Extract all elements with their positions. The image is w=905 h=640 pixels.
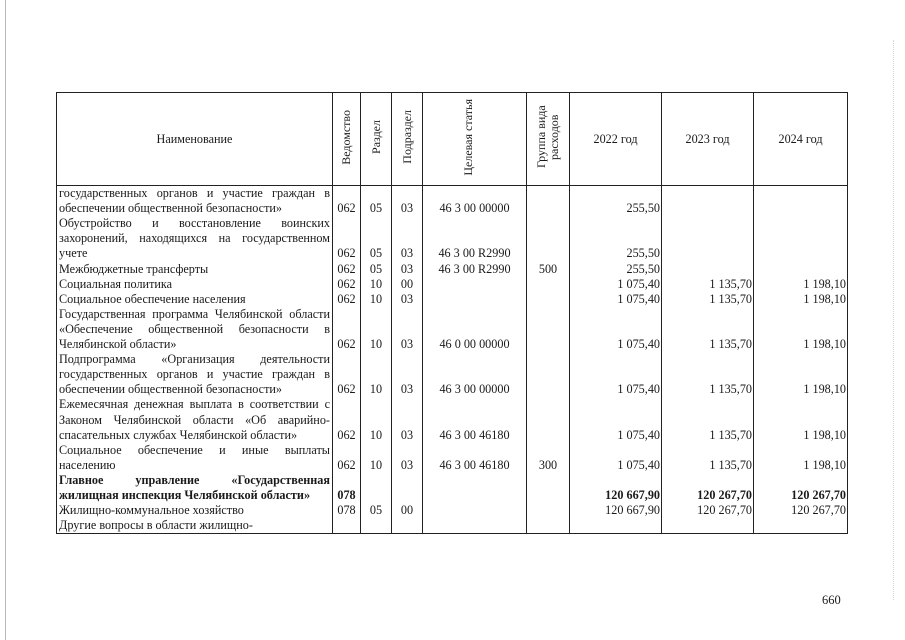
row-value-2023: 120 267,70 [662,503,754,518]
row-subsection: 03 [392,216,423,261]
row-value-2024 [754,186,848,217]
header-section-label: Раздел [368,120,383,154]
row-dept: 062 [333,216,361,261]
table-row [57,186,848,217]
row-section: 05 [361,262,392,277]
row-group: 300 [527,443,570,473]
row-target: 46 3 00 R2990 [423,262,527,277]
table-row [57,443,848,473]
row-name: Другие вопросы в области жилищно- [57,518,333,534]
row-target [423,473,527,503]
table-row [57,503,848,518]
table-body [57,186,848,534]
header-2023: 2023 год [662,93,754,186]
row-subsection: 03 [392,443,423,473]
header-subsection [392,93,423,186]
row-section: 10 [361,307,392,352]
row-value-2024 [754,216,848,261]
row-dept: 078 [333,503,361,518]
row-section: 05 [361,186,392,217]
table-header-row [57,93,848,186]
row-value-2022: 1 075,40 [570,307,662,352]
row-value-2022: 1 075,40 [570,292,662,307]
row-value-2022: 255,50 [570,262,662,277]
table-row [57,473,848,503]
table-row [57,292,848,307]
row-value-2024: 1 198,10 [754,352,848,397]
row-value-2024: 120 267,70 [754,473,848,503]
row-name: Социальное обеспечение населения [57,292,333,307]
row-section [361,518,392,534]
row-name: Социальная политика [57,277,333,292]
row-dept: 062 [333,292,361,307]
row-group [527,277,570,292]
row-dept: 062 [333,307,361,352]
row-group: 500 [527,262,570,277]
header-2024: 2024 год [754,93,848,186]
row-value-2024: 1 198,10 [754,292,848,307]
row-group [527,292,570,307]
row-target [423,503,527,518]
row-name: Ежемесячная денежная выплата в соответствии с Законом Челябинской области «Об аварийно-спасательных службах Челябинской области» [57,397,333,442]
row-value-2023: 1 135,70 [662,397,754,442]
row-value-2023 [662,518,754,534]
row-subsection [392,473,423,503]
row-group [527,503,570,518]
row-subsection: 03 [392,292,423,307]
row-group [527,307,570,352]
header-subsection-label: Подраздел [399,110,414,164]
row-value-2023: 1 135,70 [662,277,754,292]
row-subsection: 03 [392,397,423,442]
row-dept: 078 [333,473,361,503]
row-target [423,518,527,534]
row-value-2022: 1 075,40 [570,277,662,292]
page-edge-right [893,40,895,600]
row-value-2023: 1 135,70 [662,352,754,397]
header-group [527,93,570,186]
table-row [57,352,848,397]
row-dept: 062 [333,186,361,217]
header-2022: 2022 год [570,93,662,186]
table-row [57,216,848,261]
row-name: Социальное обеспечение и иные выплаты населению [57,443,333,473]
row-target [423,277,527,292]
row-value-2024 [754,518,848,534]
row-value-2024: 120 267,70 [754,503,848,518]
row-group [527,352,570,397]
row-subsection: 03 [392,307,423,352]
row-group [527,473,570,503]
row-value-2022: 255,50 [570,186,662,217]
table-row [57,397,848,442]
row-value-2022: 1 075,40 [570,397,662,442]
row-section: 10 [361,443,392,473]
row-dept: 062 [333,397,361,442]
row-value-2024: 1 198,10 [754,277,848,292]
row-target: 46 3 00 46180 [423,397,527,442]
row-subsection [392,518,423,534]
row-value-2023 [662,216,754,261]
row-value-2024: 1 198,10 [754,443,848,473]
table-row [57,307,848,352]
row-group [527,397,570,442]
header-group-label: Группа вида расходов [534,105,561,169]
row-subsection: 00 [392,503,423,518]
row-dept: 062 [333,262,361,277]
page-edge-left [5,0,6,640]
row-name: Главное управление «Государственная жилищная инспекция Челябинской области» [57,473,333,503]
row-value-2022: 120 667,90 [570,473,662,503]
row-value-2023: 120 267,70 [662,473,754,503]
row-target: 46 3 00 00000 [423,352,527,397]
row-dept: 062 [333,352,361,397]
row-name: Межбюджетные трансферты [57,262,333,277]
row-target: 46 3 00 46180 [423,443,527,473]
row-subsection: 03 [392,186,423,217]
row-section [361,473,392,503]
header-dept [333,93,361,186]
header-dept-label: Ведомство [339,109,353,165]
row-target: 46 3 00 00000 [423,186,527,217]
row-subsection: 03 [392,262,423,277]
row-value-2023: 1 135,70 [662,443,754,473]
row-value-2022: 255,50 [570,216,662,261]
row-subsection: 00 [392,277,423,292]
row-group [527,216,570,261]
row-section: 10 [361,277,392,292]
header-target-label: Целевая статья [460,98,475,176]
page-number: 660 [822,593,841,607]
header-section [361,93,392,186]
row-name: государственных органов и участие граждан в обеспечении общественной безопасности» [57,186,333,217]
row-value-2024: 1 198,10 [754,397,848,442]
table-row [57,277,848,292]
row-value-2022: 1 075,40 [570,352,662,397]
row-value-2022: 1 075,40 [570,443,662,473]
row-value-2023 [662,262,754,277]
row-value-2024: 1 198,10 [754,307,848,352]
budget-table [56,92,848,534]
row-name: Жилищно-коммунальное хозяйство [57,503,333,518]
row-group [527,518,570,534]
row-value-2022: 120 667,90 [570,503,662,518]
row-value-2023: 1 135,70 [662,307,754,352]
row-name: Обустройство и восстановление воинских захоронений, находящихся на государственном учете [57,216,333,261]
table-row [57,262,848,277]
row-section: 05 [361,216,392,261]
row-section: 10 [361,292,392,307]
row-target: 46 3 00 R2990 [423,216,527,261]
table-row [57,518,848,534]
header-target [423,93,527,186]
row-value-2022 [570,518,662,534]
row-group [527,186,570,217]
row-section: 10 [361,397,392,442]
row-target: 46 0 00 00000 [423,307,527,352]
row-dept [333,518,361,534]
row-dept: 062 [333,443,361,473]
row-value-2023: 1 135,70 [662,292,754,307]
row-value-2023 [662,186,754,217]
row-dept: 062 [333,277,361,292]
row-value-2024 [754,262,848,277]
header-name: Наименование [57,93,333,186]
row-name: Государственная программа Челябинской области «Обеспечение общественной безопасности в Челябинской области» [57,307,333,352]
row-section: 10 [361,352,392,397]
row-subsection: 03 [392,352,423,397]
row-section: 05 [361,503,392,518]
row-name: Подпрограмма «Организация деятельности государственных органов и участие граждан в обеспечении общественной безопасности» [57,352,333,397]
row-target [423,292,527,307]
